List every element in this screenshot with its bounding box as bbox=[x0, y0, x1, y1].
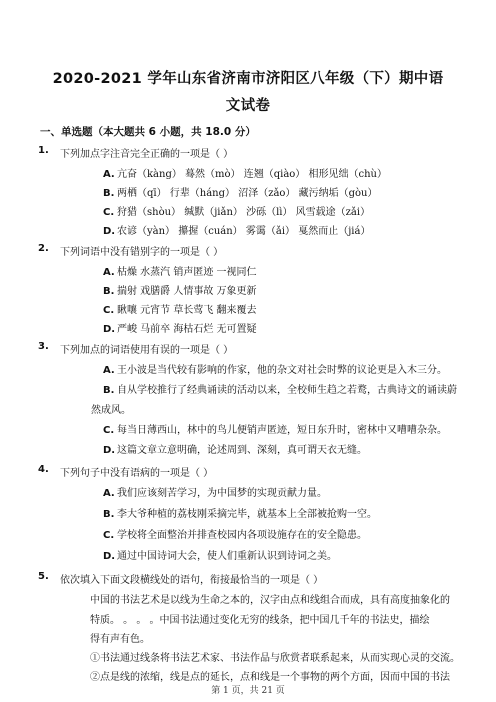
question-number: 4. bbox=[38, 464, 49, 475]
option-text: 两栖（qī） 行辈（háng） 沼泽（zǎo） 藏污纳垢（gòu） bbox=[117, 188, 378, 199]
question-text: 下列句子中没有语病的一项是（ ） bbox=[60, 468, 214, 479]
question-4-stem bbox=[38, 464, 214, 479]
option-letter: A. bbox=[103, 365, 115, 376]
question-1-option-d[interactable] bbox=[103, 222, 370, 237]
passage-line: 得有声有色。 bbox=[90, 634, 150, 645]
passage-line: 特质。 。 。 。中国书法通过变化无穷的线条，把中国几千年的书法史，描绘 bbox=[90, 615, 430, 626]
option-text: 亢奋（kàng） 蓦然（mò） 连翘（qiào） 相形见绌（chù） bbox=[117, 169, 387, 180]
option-text: 严峻 马前卒 海枯石烂 无可置疑 bbox=[117, 324, 257, 335]
question-1-option-a[interactable] bbox=[103, 165, 387, 180]
option-letter: D. bbox=[103, 226, 116, 237]
question-4-option-b[interactable] bbox=[103, 505, 377, 520]
option-letter: C. bbox=[103, 207, 115, 218]
option-letter: B. bbox=[103, 286, 115, 297]
option-letter: B. bbox=[103, 509, 115, 520]
passage-line: ②点是线的浓缩，线是点的延长，点和线是一个事物的两个方面，因而中国的书法 bbox=[90, 672, 450, 683]
question-3-option-b[interactable] bbox=[103, 381, 457, 396]
exam-title-line-1: 2020-2021 学年山东省济南市济阳区八年级（下）期中语 bbox=[52, 71, 444, 87]
option-text: 学校将全面整治并排查校园内各项设施存在的安全隐患。 bbox=[117, 530, 367, 541]
question-3-option-a[interactable] bbox=[103, 361, 447, 376]
option-letter: C. bbox=[103, 305, 115, 316]
question-2-option-d[interactable] bbox=[103, 320, 257, 335]
option-letter: A. bbox=[103, 169, 115, 180]
option-text: 自从学校推行了经典诵读的活动以来，全校师生趋之若鹜，古典诗文的诵读蔚 bbox=[117, 385, 457, 396]
exam-title-line-2: 文试卷 bbox=[225, 98, 271, 114]
option-text: 瞅嚷 元宵节 草长莺飞 翻来覆去 bbox=[117, 305, 257, 316]
page-number-footer: 第 1 页，共 21 页 bbox=[211, 686, 285, 696]
question-2-option-c[interactable] bbox=[103, 301, 257, 316]
question-text: 下列词语中没有错别字的一项是（ ） bbox=[60, 247, 224, 258]
question-1-option-b[interactable] bbox=[103, 184, 378, 199]
question-3-stem bbox=[38, 341, 234, 356]
question-4-option-a[interactable] bbox=[103, 484, 327, 499]
option-text: 我们应该刻苦学习，为中国梦的实现贡献力量。 bbox=[117, 488, 327, 499]
option-letter: D. bbox=[103, 324, 116, 335]
passage-line: 中国的书法艺术是以线为生命之本的，汉字由点和线组合而成，具有高度抽象化的 bbox=[90, 595, 450, 606]
option-letter: C. bbox=[103, 425, 115, 436]
option-letter: D. bbox=[103, 445, 116, 456]
option-text: 每当日薄西山，林中的鸟儿便销声匿迹，短日东升时，密林中又嘈嘈杂杂。 bbox=[117, 425, 447, 436]
passage-line: ①书法通过线条将书法艺术家、书法作品与欣赏者联系起来，从而实现心灵的交流。 bbox=[90, 653, 460, 664]
option-letter: C. bbox=[103, 530, 115, 541]
question-number: 3. bbox=[38, 341, 49, 352]
option-text: 农谚（yàn） 攥握（cuán） 雾霭（ǎi） 戛然而止（jiá） bbox=[117, 226, 371, 237]
option-letter: A. bbox=[103, 267, 115, 278]
option-text: 枯燥 水蒸汽 销声匿迹 一视同仁 bbox=[117, 267, 257, 278]
question-text: 下列加点字注音完全正确的一项是（ ） bbox=[60, 149, 234, 160]
question-1-stem bbox=[38, 145, 234, 160]
question-text: 依次填入下面文段横线处的语句，衔接最恰当的一项是（ ） bbox=[60, 575, 324, 586]
question-2-option-a[interactable] bbox=[103, 263, 257, 278]
question-number: 1. bbox=[38, 145, 49, 156]
question-3-option-b-continued bbox=[91, 401, 131, 416]
option-text: 然成风。 bbox=[91, 405, 131, 416]
question-1-option-c[interactable] bbox=[103, 203, 370, 218]
option-letter: D. bbox=[103, 551, 116, 562]
option-text: 这篇文章立意明确，论述周到、深刻，真可谓天衣无缝。 bbox=[117, 445, 367, 456]
section-heading-single-choice: 一、单选题（本大题共 6 小题，共 18.0 分） bbox=[40, 126, 256, 138]
option-letter: B. bbox=[103, 385, 115, 396]
question-2-stem bbox=[38, 243, 224, 258]
question-number: 5. bbox=[38, 571, 49, 582]
question-4-option-c[interactable] bbox=[103, 526, 367, 541]
question-3-option-d[interactable] bbox=[103, 441, 367, 456]
option-text: 王小波是当代较有影响的作家，他的杂文对社会时弊的议论更是入木三分。 bbox=[117, 365, 447, 376]
option-text: 通过中国诗词大会，使人们重新认识到诗词之美。 bbox=[117, 551, 337, 562]
option-letter: B. bbox=[103, 188, 115, 199]
option-letter: A. bbox=[103, 488, 115, 499]
question-5-stem bbox=[38, 571, 324, 586]
option-text: 狩猎（shòu） 缄默（jiǎn） 沙砾（lì） 风雪载途（zǎi） bbox=[117, 207, 371, 218]
question-2-option-b[interactable] bbox=[103, 282, 257, 297]
question-number: 2. bbox=[38, 243, 49, 254]
question-text: 下列加点的词语使用有误的一项是（ ） bbox=[60, 345, 234, 356]
option-text: 李大爷种植的荔枝刚采摘完毕，就基本上全部被抢购一空。 bbox=[117, 509, 377, 520]
option-text: 揣射 戏膳爵 人情事故 万象更新 bbox=[117, 286, 257, 297]
question-3-option-c[interactable] bbox=[103, 421, 447, 436]
question-4-option-d[interactable] bbox=[103, 547, 337, 562]
